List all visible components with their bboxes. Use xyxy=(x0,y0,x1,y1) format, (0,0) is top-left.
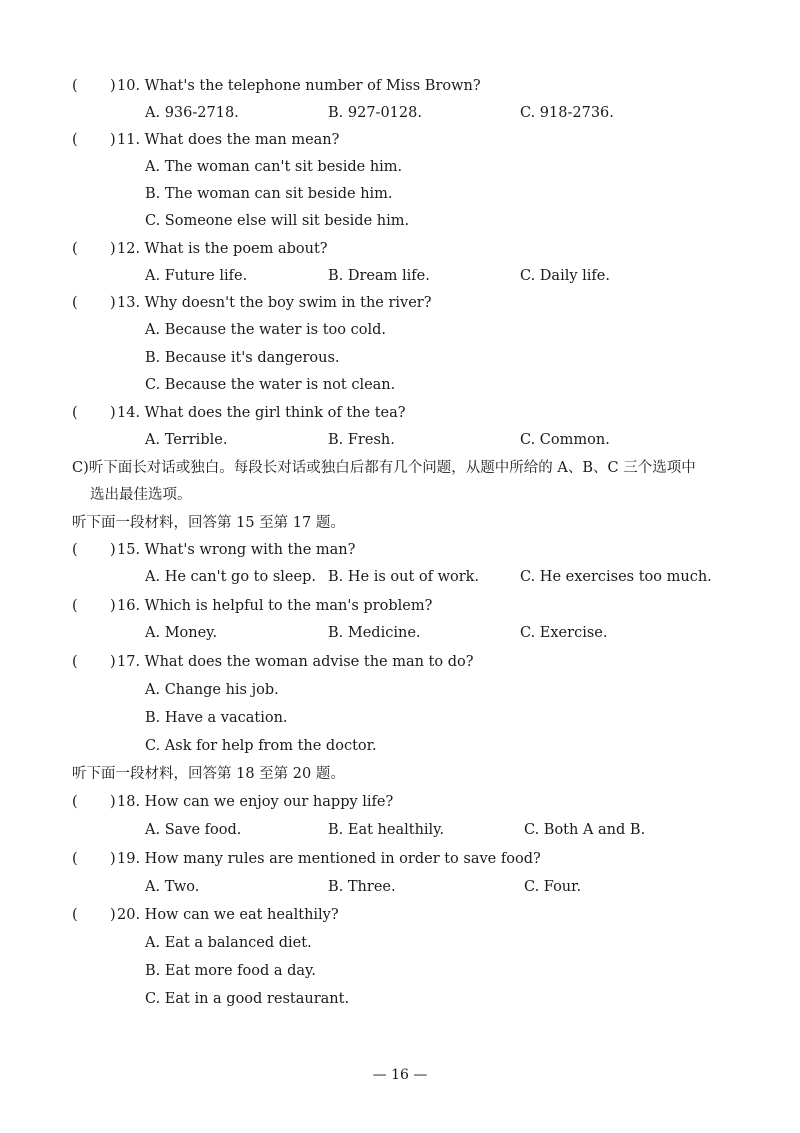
option-a: A. Two. xyxy=(145,879,200,895)
question-text: 10. What's the telephone number of Miss Brown? xyxy=(117,78,481,94)
option-a: A. Money. xyxy=(145,625,218,641)
answer-paren-close: ) xyxy=(110,295,116,311)
page-number: — 16 — xyxy=(372,1067,428,1083)
question-text: 16. Which is helpful to the man's problem? xyxy=(117,598,433,614)
material-heading-1: 听下面一段材料，回答第 15 至第 17 题。 xyxy=(72,515,345,531)
option-a: A. Save food. xyxy=(145,822,242,838)
question-text: 17. What does the woman advise the man to do? xyxy=(117,654,474,670)
option-a: A. Future life. xyxy=(145,268,248,284)
question-text: 11. What does the man mean? xyxy=(117,132,340,148)
option-b: B. Dream life. xyxy=(328,268,430,284)
section-c-instruction: C)听下面长对话或独白。每段长对话或独白后都有几个问题，从题中所给的 A、B、C 三个选项中 xyxy=(72,460,696,476)
option-c: C. Daily life. xyxy=(520,268,610,284)
answer-paren-open: ( xyxy=(72,851,78,867)
answer-paren-close: ) xyxy=(110,78,116,94)
option-c: C. 918-2736. xyxy=(520,105,614,121)
question-text: 15. What's wrong with the man? xyxy=(117,542,356,558)
answer-paren-open: ( xyxy=(72,78,78,94)
option-c: C. Exercise. xyxy=(520,625,608,641)
answer-paren-open: ( xyxy=(72,794,78,810)
question-text: 14. What does the girl think of the tea? xyxy=(117,405,406,421)
answer-paren-open: ( xyxy=(72,542,78,558)
option-a: A. Terrible. xyxy=(145,432,228,448)
answer-paren-close: ) xyxy=(110,598,116,614)
option-c: C. Because the water is not clean. xyxy=(145,377,396,393)
option-b: B. Eat healthily. xyxy=(328,822,445,838)
answer-paren-close: ) xyxy=(110,654,116,670)
question-text: 19. How many rules are mentioned in order to save food? xyxy=(117,851,541,867)
option-a: A. The woman can't sit beside him. xyxy=(145,159,403,175)
answer-paren-open: ( xyxy=(72,598,78,614)
answer-paren-open: ( xyxy=(72,132,78,148)
material-heading-2: 听下面一段材料，回答第 18 至第 20 题。 xyxy=(72,766,345,782)
option-a: A. Eat a balanced diet. xyxy=(145,935,312,951)
answer-paren-close: ) xyxy=(110,132,116,148)
option-b: B. Three. xyxy=(328,879,396,895)
option-c: C. Common. xyxy=(520,432,610,448)
option-b: B. Fresh. xyxy=(328,432,395,448)
option-b: B. 927-0128. xyxy=(328,105,422,121)
option-a: A. Change his job. xyxy=(145,682,279,698)
answer-paren-open: ( xyxy=(72,241,78,257)
option-c: C. Both A and B. xyxy=(524,822,646,838)
option-a: A. Because the water is too cold. xyxy=(145,322,386,338)
answer-paren-close: ) xyxy=(110,907,116,923)
option-c: C. Four. xyxy=(524,879,582,895)
answer-paren-open: ( xyxy=(72,405,78,421)
section-c-instruction-cont: 选出最佳选项。 xyxy=(90,487,192,503)
question-text: 18. How can we enjoy our happy life? xyxy=(117,794,394,810)
answer-paren-open: ( xyxy=(72,295,78,311)
option-c: C. Eat in a good restaurant. xyxy=(145,991,350,1007)
option-c: C. Ask for help from the doctor. xyxy=(145,738,377,754)
answer-paren-close: ) xyxy=(110,241,116,257)
option-b: B. Medicine. xyxy=(328,625,421,641)
option-b: B. Have a vacation. xyxy=(145,710,288,726)
question-text: 13. Why doesn't the boy swim in the river? xyxy=(117,295,432,311)
answer-paren-open: ( xyxy=(72,907,78,923)
answer-paren-open: ( xyxy=(72,654,78,670)
option-b: B. He is out of work. xyxy=(328,569,480,585)
question-text: 12. What is the poem about? xyxy=(117,241,328,257)
option-b: B. Eat more food a day. xyxy=(145,963,316,979)
option-a: A. 936-2718. xyxy=(145,105,239,121)
answer-paren-close: ) xyxy=(110,794,116,810)
option-b: B. Because it's dangerous. xyxy=(145,350,340,366)
option-b: B. The woman can sit beside him. xyxy=(145,186,393,202)
question-text: 20. How can we eat healthily? xyxy=(117,907,339,923)
option-a: A. He can't go to sleep. xyxy=(145,569,316,585)
option-c: C. Someone else will sit beside him. xyxy=(145,213,410,229)
answer-paren-close: ) xyxy=(110,851,116,867)
option-c: C. He exercises too much. xyxy=(520,569,712,585)
answer-paren-close: ) xyxy=(110,542,116,558)
answer-paren-close: ) xyxy=(110,405,116,421)
